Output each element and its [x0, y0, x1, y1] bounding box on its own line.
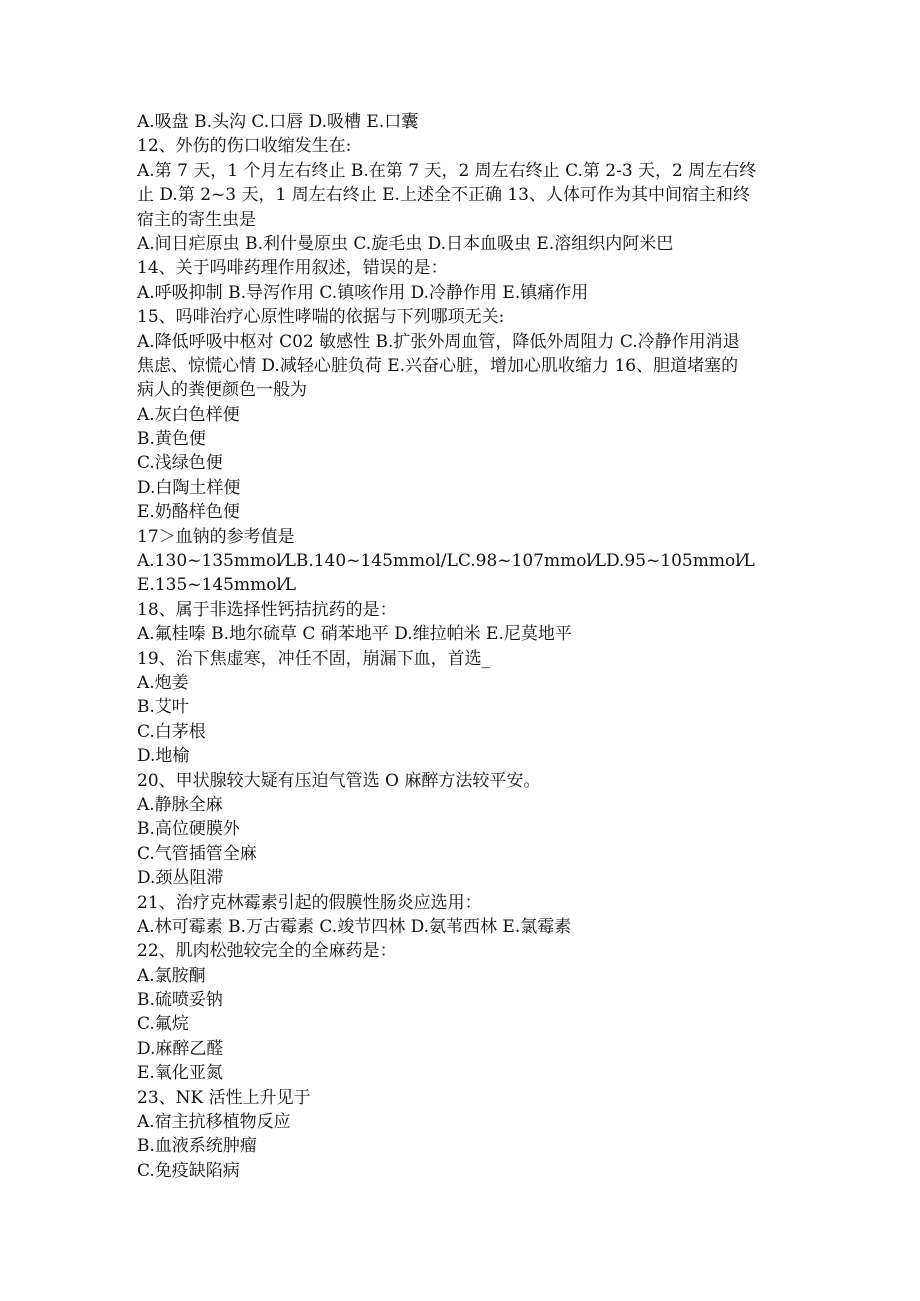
answer-option: E.氧化亚氮: [137, 1063, 223, 1084]
question-21: 21、治疗克林霉素引起的假膜性肠炎应选用：: [137, 892, 482, 913]
text-line: A.吸盘 B.头沟 C.口唇 D.吸槽 E.口囊: [137, 112, 419, 132]
answer-option: B.高位硬膜外: [137, 819, 240, 840]
question-23: 23、NK 活性上升见于: [137, 1087, 311, 1108]
text-line: A.呼吸抑制 B.导泻作用 C.镇咳作用 D.冷静作用 E.镇痛作用: [137, 282, 589, 303]
question-15: 15、吗啡治疗心原性哮喘的依据与下列哪项无关:: [137, 307, 505, 328]
answer-option: B.血液系统肿瘤: [137, 1136, 257, 1157]
answer-option: D.麻醉乙醛: [137, 1038, 224, 1059]
answer-option: C.气管插管全麻: [137, 843, 257, 864]
answer-option: A.宿主抗移植物反应: [137, 1112, 291, 1133]
question-12: 12、外伤的伤口收缩发生在:: [137, 136, 352, 157]
answer-option: D.白陶土样便: [137, 477, 241, 498]
answer-option: C.白茅根: [137, 721, 206, 742]
text-line: A.氟桂嗪 B.地尔硫草 C 硝苯地平 D.维拉帕米 E.尼莫地平: [137, 624, 572, 645]
text-line: A.第 7 天，1 个月左右终止 B.在第 7 天，2 周左右终止 C.第 2-3 天，2 周左右终: [137, 160, 757, 181]
answer-option: A.灰白色样便: [137, 404, 240, 425]
answer-option: A.静脉全麻: [137, 794, 223, 815]
answer-option: C.浅绿色便: [137, 453, 223, 474]
text-line: A.130~135mmol⁄LB.140~145mmol/LC.98~107mmol⁄LD.95~105mmol⁄L: [137, 551, 755, 572]
question-19: 19、治下焦虚寒，冲任不固，崩漏下血，首选_: [137, 648, 491, 669]
text-line: 止 D.第 2~3 天，1 周左右终止 E.上述全不正确 13、人体可作为其中间宿主和终: [137, 185, 750, 206]
answer-option: A.炮姜: [137, 672, 189, 693]
text-line: A.林可霉素 B.万古霉素 C.竣节四林 D.氨苇西林 E.氯霉素: [137, 916, 572, 937]
answer-option: C.氟烷: [137, 1014, 189, 1035]
answer-option: A.氯胺酮: [137, 965, 206, 986]
question-18: 18、属于非选择性钙拮抗药的是：: [137, 599, 397, 620]
answer-option: D.颈丛阻滞: [137, 868, 224, 889]
question-22: 22、肌肉松弛较完全的全麻药是：: [137, 941, 397, 962]
text-line: 病人的粪便颜色一般为: [137, 380, 307, 401]
text-line: A.间日疟原虫 B.利什曼原虫 C.旋毛虫 D.日本血吸虫 E.溶组织内阿米巴: [137, 233, 674, 254]
text-line: 焦虑、惊慌心情 D.减轻心脏负荷 E.兴奋心脏，增加心肌收缩力 16、胆道堵塞的: [137, 355, 739, 376]
answer-option: D.地榆: [137, 746, 190, 767]
answer-option: C.免疫缺陷病: [137, 1160, 240, 1181]
text-line: A.降低呼吸中枢对 C02 敏感性 B.扩张外周血管，降低外周阻力 C.冷静作用消退: [137, 331, 740, 352]
text-line: 宿主的寄生虫是: [137, 209, 256, 230]
answer-option: B.艾叶: [137, 697, 189, 718]
answer-option: B.硫喷妥钠: [137, 990, 223, 1011]
answer-option: B.黄色便: [137, 429, 206, 450]
document-page: [137, 110, 787, 1183]
question-17: 17＞血钠的参考值是: [137, 526, 295, 547]
answer-option: E.奶酪样色便: [137, 502, 240, 523]
answer-option: E.135~145mmol⁄L: [137, 575, 296, 596]
question-14: 14、关于吗啡药理作用叙述，错误的是：: [137, 258, 448, 279]
question-20: 20、甲状腺较大疑有压迫气管选 O 麻醉方法较平安。: [137, 770, 541, 791]
